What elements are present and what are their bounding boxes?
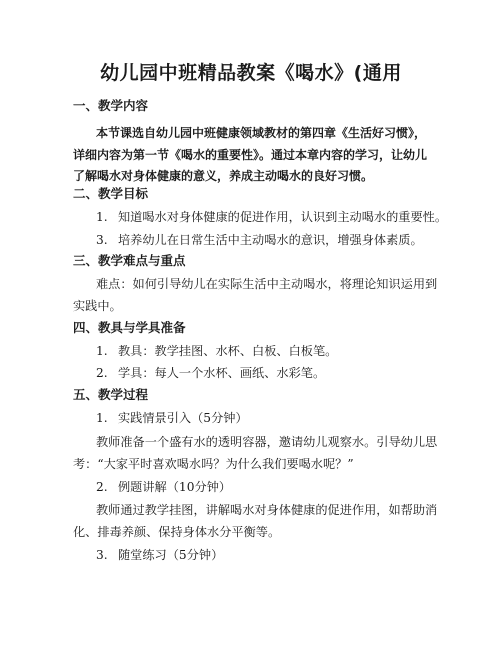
step-text: 随堂练习（5分钟） [118,548,224,562]
section-heading-objectives: 二、教学目标 [73,186,149,201]
paragraph-line: 教师准备一个盛有水的透明容器，邀请幼儿观察水。引导幼儿思 [96,435,438,449]
paragraph-line: 考：“大家平时喜欢喝水吗？为什么我们要喝水呢？” [73,457,354,471]
step-text: 例题讲解（10分钟） [118,480,232,494]
step-text: 实践情景引入（5分钟） [118,411,248,425]
paragraph-line: 难点：如何引导幼儿在实际生活中主动喝水，将理论知识运用到 [96,277,438,291]
list-text: 教具：教学挂图、水杯、白板、白板笔。 [118,344,338,358]
paragraph-line: 教师通过教学挂图，讲解喝水对身体健康的促进作用，如帮助消 [96,503,438,517]
list-number: 1. [96,344,108,358]
list-item [96,364,325,381]
step-number: 2. [96,480,108,494]
document-title: 幼儿园中班精品教案《喝水》(通用 [100,62,402,84]
section-heading-process: 五、教学过程 [73,387,149,402]
list-item [96,231,423,248]
step-number: 1. [96,411,108,425]
list-number: 1. [96,210,108,224]
paragraph-line: 了解喝水对身体健康的意义，养成主动喝水的良好习惯。 [73,169,374,183]
list-item [96,342,337,359]
section-heading-difficulties: 三、教学难点与重点 [73,253,186,268]
list-number: 2. [96,366,108,380]
list-text: 学具：每人一个水杯、画纸、水彩笔。 [118,366,326,380]
step-item [96,546,223,563]
step-item [96,478,231,495]
step-number: 3. [96,548,108,562]
paragraph-line: 详细内容为第一节《喝水的重要性》。通过本章内容的学习，让幼儿 [73,148,428,162]
list-text: 培养幼儿在日常生活中主动喝水的意识，增强身体素质。 [118,233,423,247]
list-number: 3. [96,233,108,247]
list-item [96,208,447,225]
list-text: 知道喝水对身体健康的促进作用，认识到主动喝水的重要性。 [118,210,448,224]
section-heading-materials: 四、教具与学具准备 [73,320,186,335]
paragraph-line: 化、排毒养颜、保持身体水分平衡等。 [73,525,281,539]
section-heading-content: 一、教学内容 [73,98,149,113]
paragraph-line: 实践中。 [73,299,122,313]
step-item [96,409,248,426]
paragraph-line: 本节课选自幼儿园中班健康领域教材的第四章《生活好习惯》， [96,126,427,140]
